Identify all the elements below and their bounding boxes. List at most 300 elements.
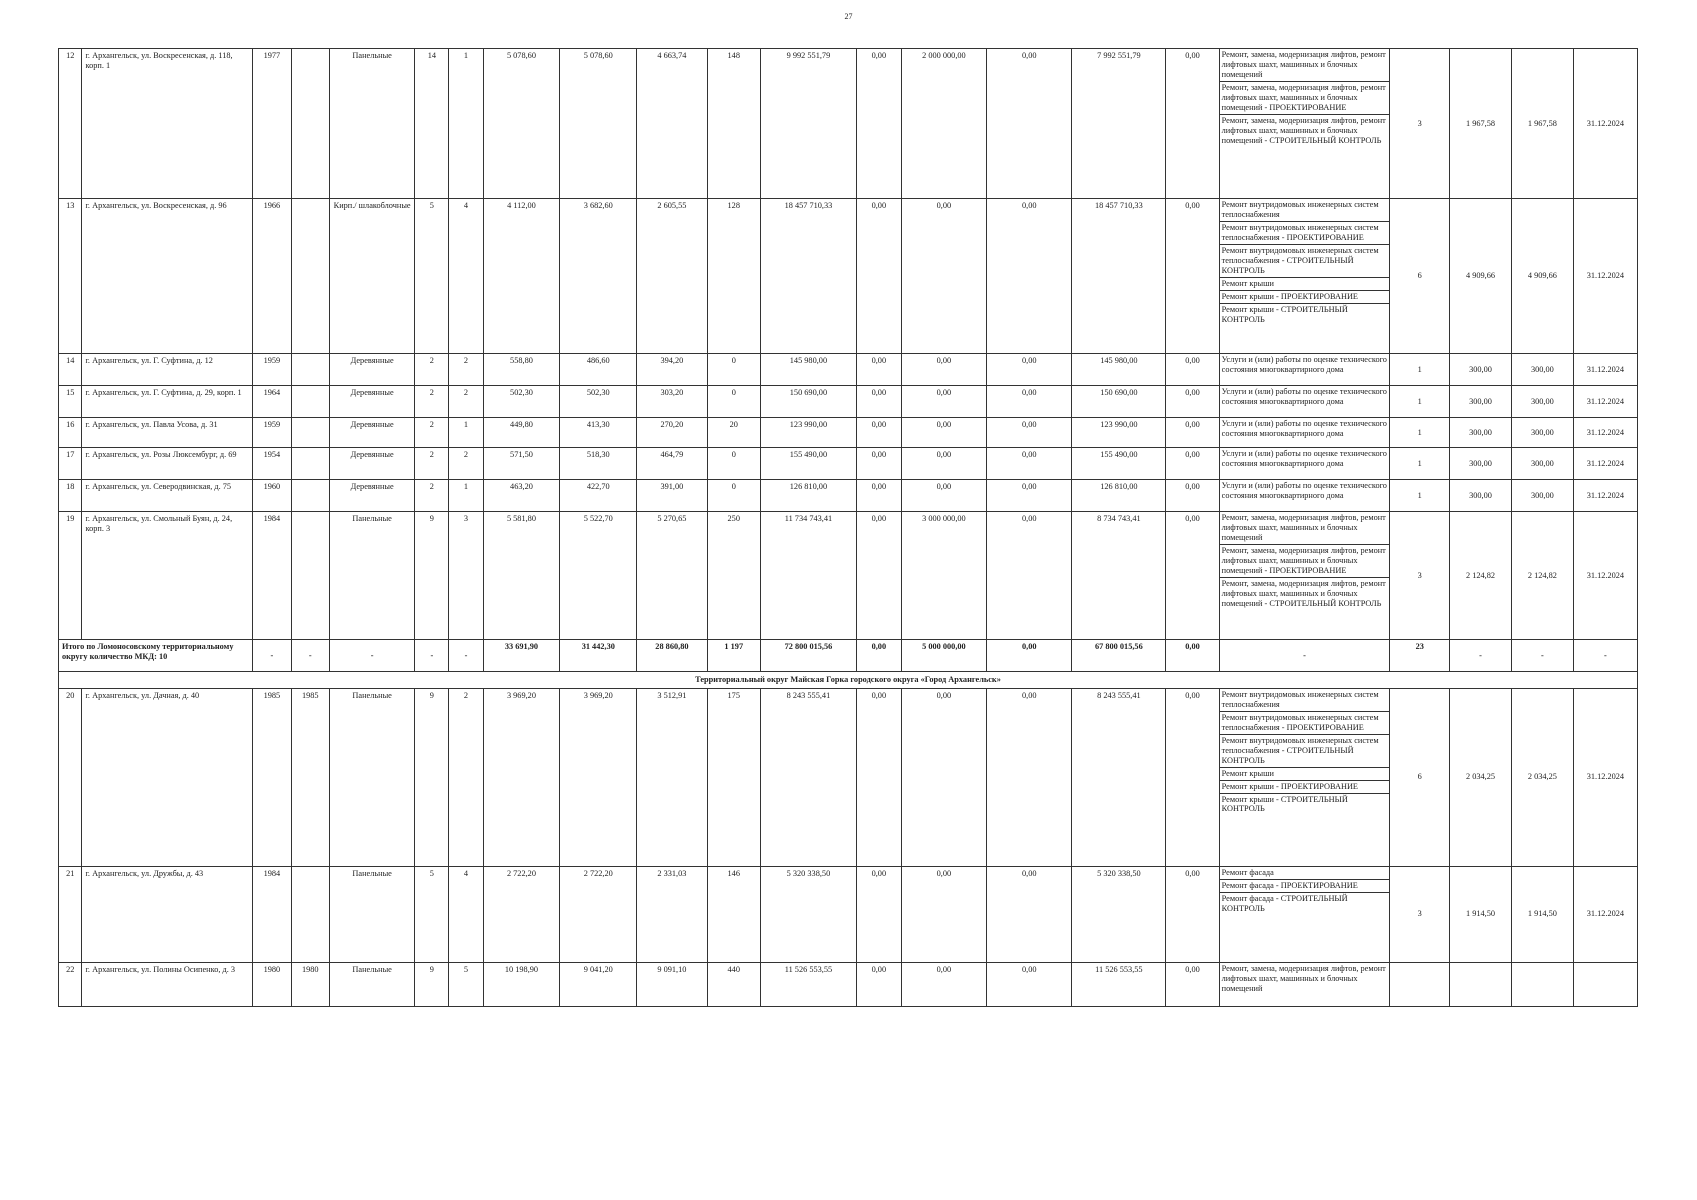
max-unit-cost-cell: 1 914,50 [1511, 866, 1573, 962]
residential-area-cell: 2 331,03 [637, 866, 707, 962]
unit-cost-cell: 300,00 [1450, 448, 1512, 480]
work-item: Ремонт фасада - ПРОЕКТИРОВАНИЕ [1220, 880, 1390, 893]
total-cost-cell: 18 457 710,33 [760, 199, 856, 354]
year-commissioned-cell [291, 199, 329, 354]
completion-date-cell: 31.12.2024 [1573, 448, 1637, 480]
residential-area-cell: 303,20 [637, 386, 707, 418]
max-unit-cost-cell: 300,00 [1511, 480, 1573, 512]
work-count-cell: 1 [1390, 354, 1450, 386]
local-funds-cell: 0,00 [987, 354, 1072, 386]
completion-date-cell: 31.12.2024 [1573, 418, 1637, 448]
work-count-cell: 6 [1390, 688, 1450, 866]
work-item: Услуги и (или) работы по оценке технического состояния многоквартирного дома [1221, 419, 1387, 438]
repair-program-table [58, 48, 1638, 1007]
work-item: Ремонт, замена, модернизация лифтов, ремонт лифтовых шахт, машинных и блочных помещений [1221, 963, 1386, 993]
premises-area-cell: 9 041,20 [560, 962, 637, 1006]
residential-area-cell: 9 091,10 [637, 962, 707, 1006]
premises-area-cell: 413,30 [560, 418, 637, 448]
total-cost-cell: 11 526 553,55 [760, 962, 856, 1006]
premises-area-cell: 3 682,60 [560, 199, 637, 354]
work-count-cell: 3 [1390, 512, 1450, 640]
entrances-cell: 3 [449, 512, 483, 640]
year-built-cell: 1964 [253, 386, 291, 418]
local-funds-cell: 0,00 [987, 480, 1072, 512]
wall-material-cell: Панельные [329, 962, 414, 1006]
residents-cell: 20 [707, 418, 760, 448]
regional-funds-cell: 0,00 [901, 354, 986, 386]
total-other: 0,00 [1166, 640, 1219, 672]
owner-funds-cell: 11 526 553,55 [1072, 962, 1166, 1006]
entrances-cell: 2 [449, 354, 483, 386]
total-area-cell: 2 722,20 [483, 866, 560, 962]
year-built-cell: 1959 [253, 418, 291, 448]
local-funds-cell: 0,00 [987, 448, 1072, 480]
total-regional: 5 000 000,00 [901, 640, 986, 672]
residential-area-cell: 464,79 [637, 448, 707, 480]
federal-funds-cell: 0,00 [856, 49, 901, 199]
row-number: 14 [59, 354, 82, 386]
max-unit-cost-cell: 300,00 [1511, 386, 1573, 418]
wall-material-cell: Кирп./ шлакоблочные [329, 199, 414, 354]
work-item: Услуги и (или) работы по оценке технического состояния многоквартирного дома [1221, 481, 1387, 500]
premises-area-cell: 518,30 [560, 448, 637, 480]
federal-funds-cell: 0,00 [856, 199, 901, 354]
max-unit-cost-cell: 300,00 [1511, 354, 1573, 386]
year-commissioned-cell [291, 480, 329, 512]
regional-funds-cell: 0,00 [901, 448, 986, 480]
floors-cell: 2 [415, 480, 449, 512]
work-item: Ремонт, замена, модернизация лифтов, ремонт лифтовых шахт, машинных и блочных помещений - ПРОЕКТИРОВАНИЕ [1220, 82, 1390, 115]
works-list [1219, 354, 1390, 386]
entrances-cell: 5 [449, 962, 483, 1006]
total-area-cell: 463,20 [483, 480, 560, 512]
year-built-cell: 1984 [253, 512, 291, 640]
max-unit-cost-cell: 1 967,58 [1511, 49, 1573, 199]
year-built-cell: 1966 [253, 199, 291, 354]
year-built-cell: 1984 [253, 866, 291, 962]
work-item: Ремонт крыши - СТРОИТЕЛЬНЫЙ КОНТРОЛЬ [1221, 304, 1348, 324]
total-area-cell: 5 581,80 [483, 512, 560, 640]
work-item: Ремонт внутридомовых инженерных систем теплоснабжения - ПРОЕКТИРОВАНИЕ [1220, 712, 1390, 735]
work-item: Ремонт, замена, модернизация лифтов, ремонт лифтовых шахт, машинных и блочных помещений - СТРОИТЕЛЬНЫЙ КОНТРОЛЬ [1221, 578, 1386, 608]
residential-area-cell: 394,20 [637, 354, 707, 386]
unit-cost-cell: 300,00 [1450, 480, 1512, 512]
wall-material-cell: Деревянные [329, 418, 414, 448]
total-cost-cell: 11 734 743,41 [760, 512, 856, 640]
work-count-cell [1390, 962, 1450, 1006]
row-number: 19 [59, 512, 82, 640]
total-residents: 1 197 [707, 640, 760, 672]
local-funds-cell: 0,00 [987, 386, 1072, 418]
work-item: Ремонт фасада - СТРОИТЕЛЬНЫЙ КОНТРОЛЬ [1221, 893, 1348, 913]
residents-cell: 146 [707, 866, 760, 962]
work-item: Ремонт, замена, модернизация лифтов, ремонт лифтовых шахт, машинных и блочных помещений [1220, 49, 1390, 82]
total-dash: - [253, 640, 291, 672]
residential-area-cell: 2 605,55 [637, 199, 707, 354]
premises-area-cell: 3 969,20 [560, 688, 637, 866]
other-funds-cell: 0,00 [1166, 962, 1219, 1006]
work-item: Ремонт внутридомовых инженерных систем теплоснабжения [1220, 199, 1390, 222]
total-cost-cell: 5 320 338,50 [760, 866, 856, 962]
federal-funds-cell: 0,00 [856, 448, 901, 480]
year-commissioned-cell: 1985 [291, 688, 329, 866]
residents-cell: 0 [707, 386, 760, 418]
max-unit-cost-cell: 300,00 [1511, 418, 1573, 448]
federal-funds-cell: 0,00 [856, 962, 901, 1006]
unit-cost-cell: 300,00 [1450, 354, 1512, 386]
table-row [59, 418, 1638, 448]
entrances-cell: 2 [449, 688, 483, 866]
work-count-cell: 1 [1390, 480, 1450, 512]
premises-area-cell: 422,70 [560, 480, 637, 512]
federal-funds-cell: 0,00 [856, 354, 901, 386]
residents-cell: 0 [707, 448, 760, 480]
wall-material-cell: Деревянные [329, 480, 414, 512]
premises-area-cell: 486,60 [560, 354, 637, 386]
address-cell: г. Архангельск, ул. Дружбы, д. 43 [82, 866, 253, 962]
regional-funds-cell: 2 000 000,00 [901, 49, 986, 199]
total-residential-area: 28 860,80 [637, 640, 707, 672]
address-cell: г. Архангельск, ул. Воскресенская, д. 96 [82, 199, 253, 354]
total-dash: - [291, 640, 329, 672]
other-funds-cell: 0,00 [1166, 49, 1219, 199]
year-commissioned-cell [291, 866, 329, 962]
year-commissioned-cell [291, 418, 329, 448]
work-item: Ремонт фасада [1220, 867, 1390, 880]
other-funds-cell: 0,00 [1166, 199, 1219, 354]
district-title: Территориальный округ Майская Горка городского округа «Город Архангельск» [59, 672, 1638, 689]
premises-area-cell: 502,30 [560, 386, 637, 418]
other-funds-cell: 0,00 [1166, 354, 1219, 386]
work-item: Ремонт, замена, модернизация лифтов, ремонт лифтовых шахт, машинных и блочных помещений [1220, 512, 1390, 545]
owner-funds-cell: 123 990,00 [1072, 418, 1166, 448]
table-row [59, 480, 1638, 512]
year-commissioned-cell [291, 448, 329, 480]
work-item: Ремонт крыши [1220, 768, 1390, 781]
total-area-cell: 3 969,20 [483, 688, 560, 866]
table-row [59, 512, 1638, 640]
floors-cell: 9 [415, 962, 449, 1006]
local-funds-cell: 0,00 [987, 418, 1072, 448]
other-funds-cell: 0,00 [1166, 480, 1219, 512]
federal-funds-cell: 0,00 [856, 866, 901, 962]
premises-area-cell: 5 078,60 [560, 49, 637, 199]
work-count-cell: 1 [1390, 418, 1450, 448]
table-row [59, 688, 1638, 866]
total-owner: 67 800 015,56 [1072, 640, 1166, 672]
work-item: Ремонт крыши [1220, 278, 1390, 291]
works-list [1219, 199, 1390, 354]
residents-cell: 440 [707, 962, 760, 1006]
other-funds-cell: 0,00 [1166, 386, 1219, 418]
floors-cell: 14 [415, 49, 449, 199]
total-area-cell: 502,30 [483, 386, 560, 418]
residential-area-cell: 270,20 [637, 418, 707, 448]
wall-material-cell: Панельные [329, 688, 414, 866]
completion-date-cell: 31.12.2024 [1573, 49, 1637, 199]
owner-funds-cell: 8 243 555,41 [1072, 688, 1166, 866]
entrances-cell: 4 [449, 866, 483, 962]
residents-cell: 175 [707, 688, 760, 866]
local-funds-cell: 0,00 [987, 866, 1072, 962]
total-area-cell: 10 198,90 [483, 962, 560, 1006]
address-cell: г. Архангельск, ул. Воскресенская, д. 118, корп. 1 [82, 49, 253, 199]
total-cost-cell: 126 810,00 [760, 480, 856, 512]
work-count-cell: 3 [1390, 866, 1450, 962]
year-built-cell: 1954 [253, 448, 291, 480]
total-cost-cell: 123 990,00 [760, 418, 856, 448]
unit-cost-cell: 2 034,25 [1450, 688, 1512, 866]
table-row [59, 49, 1638, 199]
regional-funds-cell: 0,00 [901, 688, 986, 866]
federal-funds-cell: 0,00 [856, 512, 901, 640]
row-number: 15 [59, 386, 82, 418]
wall-material-cell: Панельные [329, 49, 414, 199]
year-built-cell: 1959 [253, 354, 291, 386]
works-list [1219, 418, 1390, 448]
entrances-cell: 2 [449, 448, 483, 480]
total-work-count: 23 [1390, 640, 1450, 672]
table-row [59, 962, 1638, 1006]
table-row [59, 386, 1638, 418]
total-area: 33 691,90 [483, 640, 560, 672]
work-item: Ремонт внутридомовых инженерных систем теплоснабжения - СТРОИТЕЛЬНЫЙ КОНТРОЛЬ [1220, 735, 1390, 768]
residential-area-cell: 5 270,65 [637, 512, 707, 640]
year-commissioned-cell [291, 386, 329, 418]
total-row [59, 640, 1638, 672]
row-number: 17 [59, 448, 82, 480]
address-cell: г. Архангельск, ул. Г. Суфтина, д. 12 [82, 354, 253, 386]
address-cell: г. Архангельск, ул. Дачная, д. 40 [82, 688, 253, 866]
wall-material-cell: Деревянные [329, 448, 414, 480]
regional-funds-cell: 0,00 [901, 866, 986, 962]
floors-cell: 5 [415, 866, 449, 962]
total-cost: 72 800 015,56 [760, 640, 856, 672]
row-number: 18 [59, 480, 82, 512]
address-cell: г. Архангельск, ул. Павла Усова, д. 31 [82, 418, 253, 448]
total-dash: - [1450, 640, 1512, 672]
table-row [59, 354, 1638, 386]
address-cell: г. Архангельск, ул. Г. Суфтина, д. 29, корп. 1 [82, 386, 253, 418]
row-number: 12 [59, 49, 82, 199]
works-list [1219, 512, 1390, 640]
residents-cell: 0 [707, 354, 760, 386]
residential-area-cell: 391,00 [637, 480, 707, 512]
row-number: 21 [59, 866, 82, 962]
other-funds-cell: 0,00 [1166, 512, 1219, 640]
floors-cell: 2 [415, 354, 449, 386]
year-commissioned-cell [291, 49, 329, 199]
floors-cell: 2 [415, 386, 449, 418]
year-built-cell: 1980 [253, 962, 291, 1006]
total-dash: - [1573, 640, 1637, 672]
table-row [59, 448, 1638, 480]
premises-area-cell: 2 722,20 [560, 866, 637, 962]
total-area-cell: 571,50 [483, 448, 560, 480]
completion-date-cell: 31.12.2024 [1573, 386, 1637, 418]
works-list [1219, 866, 1390, 962]
unit-cost-cell: 1 967,58 [1450, 49, 1512, 199]
completion-date-cell: 31.12.2024 [1573, 866, 1637, 962]
completion-date-cell: 31.12.2024 [1573, 512, 1637, 640]
address-cell: г. Архангельск, ул. Полины Осипенко, д. 3 [82, 962, 253, 1006]
wall-material-cell: Панельные [329, 866, 414, 962]
year-built-cell: 1960 [253, 480, 291, 512]
completion-date-cell: 31.12.2024 [1573, 688, 1637, 866]
total-cost-cell: 8 243 555,41 [760, 688, 856, 866]
completion-date-cell: 31.12.2024 [1573, 199, 1637, 354]
entrances-cell: 1 [449, 418, 483, 448]
wall-material-cell: Деревянные [329, 354, 414, 386]
residents-cell: 148 [707, 49, 760, 199]
local-funds-cell: 0,00 [987, 962, 1072, 1006]
total-cost-cell: 145 980,00 [760, 354, 856, 386]
work-item: Ремонт, замена, модернизация лифтов, ремонт лифтовых шахт, машинных и блочных помещений - ПРОЕКТИРОВАНИЕ [1220, 545, 1390, 578]
year-commissioned-cell: 1980 [291, 962, 329, 1006]
total-label: Итого по Ломоносовскому территориальному округу количество МКД: 10 [59, 640, 253, 672]
page-number: 27 [844, 12, 853, 21]
completion-date-cell: 31.12.2024 [1573, 354, 1637, 386]
unit-cost-cell: 2 124,82 [1450, 512, 1512, 640]
residential-area-cell: 3 512,91 [637, 688, 707, 866]
year-commissioned-cell [291, 512, 329, 640]
other-funds-cell: 0,00 [1166, 448, 1219, 480]
owner-funds-cell: 5 320 338,50 [1072, 866, 1166, 962]
owner-funds-cell: 8 734 743,41 [1072, 512, 1166, 640]
unit-cost-cell [1450, 962, 1512, 1006]
work-item: Ремонт внутридомовых инженерных систем теплоснабжения - СТРОИТЕЛЬНЫЙ КОНТРОЛЬ [1220, 245, 1390, 278]
work-count-cell: 1 [1390, 386, 1450, 418]
row-number: 13 [59, 199, 82, 354]
residents-cell: 250 [707, 512, 760, 640]
entrances-cell: 1 [449, 480, 483, 512]
works-list [1219, 480, 1390, 512]
works-list [1219, 448, 1390, 480]
total-local: 0,00 [987, 640, 1072, 672]
work-count-cell: 6 [1390, 199, 1450, 354]
regional-funds-cell: 3 000 000,00 [901, 512, 986, 640]
max-unit-cost-cell: 4 909,66 [1511, 199, 1573, 354]
row-number: 20 [59, 688, 82, 866]
entrances-cell: 1 [449, 49, 483, 199]
table-row [59, 199, 1638, 354]
local-funds-cell: 0,00 [987, 199, 1072, 354]
floors-cell: 9 [415, 688, 449, 866]
unit-cost-cell: 4 909,66 [1450, 199, 1512, 354]
local-funds-cell: 0,00 [987, 688, 1072, 866]
total-federal: 0,00 [856, 640, 901, 672]
other-funds-cell: 0,00 [1166, 866, 1219, 962]
entrances-cell: 4 [449, 199, 483, 354]
works-list [1219, 962, 1390, 1006]
year-built-cell: 1977 [253, 49, 291, 199]
other-funds-cell: 0,00 [1166, 688, 1219, 866]
entrances-cell: 2 [449, 386, 483, 418]
works-list [1219, 688, 1390, 866]
federal-funds-cell: 0,00 [856, 418, 901, 448]
year-built-cell: 1985 [253, 688, 291, 866]
completion-date-cell [1573, 962, 1637, 1006]
total-cost-cell: 150 690,00 [760, 386, 856, 418]
wall-material-cell: Деревянные [329, 386, 414, 418]
floors-cell: 5 [415, 199, 449, 354]
premises-area-cell: 5 522,70 [560, 512, 637, 640]
total-premises-area: 31 442,30 [560, 640, 637, 672]
federal-funds-cell: 0,00 [856, 386, 901, 418]
district-header-row [59, 672, 1638, 689]
year-commissioned-cell [291, 354, 329, 386]
work-item: Ремонт внутридомовых инженерных систем теплоснабжения - ПРОЕКТИРОВАНИЕ [1220, 222, 1390, 245]
max-unit-cost-cell: 300,00 [1511, 448, 1573, 480]
regional-funds-cell: 0,00 [901, 199, 986, 354]
work-item: Услуги и (или) работы по оценке технического состояния многоквартирного дома [1221, 355, 1387, 374]
unit-cost-cell: 1 914,50 [1450, 866, 1512, 962]
regional-funds-cell: 0,00 [901, 480, 986, 512]
row-number: 16 [59, 418, 82, 448]
unit-cost-cell: 300,00 [1450, 418, 1512, 448]
work-item: Услуги и (или) работы по оценке технического состояния многоквартирного дома [1221, 449, 1387, 468]
other-funds-cell: 0,00 [1166, 418, 1219, 448]
work-item: Ремонт крыши - ПРОЕКТИРОВАНИЕ [1220, 291, 1390, 304]
work-item: Услуги и (или) работы по оценке технического состояния многоквартирного дома [1221, 387, 1387, 406]
row-number: 22 [59, 962, 82, 1006]
total-cost-cell: 155 490,00 [760, 448, 856, 480]
total-dash: - [415, 640, 449, 672]
total-dash: - [329, 640, 414, 672]
address-cell: г. Архангельск, ул. Смольный Буян, д. 24, корп. 3 [82, 512, 253, 640]
table-row [59, 866, 1638, 962]
owner-funds-cell: 155 490,00 [1072, 448, 1166, 480]
total-dash: - [1219, 640, 1390, 672]
address-cell: г. Архангельск, ул. Розы Люксембург, д. 69 [82, 448, 253, 480]
federal-funds-cell: 0,00 [856, 688, 901, 866]
completion-date-cell: 31.12.2024 [1573, 480, 1637, 512]
residential-area-cell: 4 663,74 [637, 49, 707, 199]
residents-cell: 0 [707, 480, 760, 512]
address-cell: г. Архангельск, ул. Северодвинская, д. 75 [82, 480, 253, 512]
total-cost-cell: 9 992 551,79 [760, 49, 856, 199]
total-area-cell: 449,80 [483, 418, 560, 448]
total-area-cell: 5 078,60 [483, 49, 560, 199]
floors-cell: 2 [415, 418, 449, 448]
works-list [1219, 386, 1390, 418]
work-count-cell: 1 [1390, 448, 1450, 480]
unit-cost-cell: 300,00 [1450, 386, 1512, 418]
total-dash: - [1511, 640, 1573, 672]
floors-cell: 2 [415, 448, 449, 480]
work-item: Ремонт, замена, модернизация лифтов, ремонт лифтовых шахт, машинных и блочных помещений - СТРОИТЕЛЬНЫЙ КОНТРОЛЬ [1221, 115, 1386, 145]
regional-funds-cell: 0,00 [901, 962, 986, 1006]
owner-funds-cell: 18 457 710,33 [1072, 199, 1166, 354]
work-item: Ремонт крыши - СТРОИТЕЛЬНЫЙ КОНТРОЛЬ [1221, 794, 1348, 814]
owner-funds-cell: 126 810,00 [1072, 480, 1166, 512]
federal-funds-cell: 0,00 [856, 480, 901, 512]
local-funds-cell: 0,00 [987, 512, 1072, 640]
owner-funds-cell: 145 980,00 [1072, 354, 1166, 386]
total-area-cell: 4 112,00 [483, 199, 560, 354]
owner-funds-cell: 7 992 551,79 [1072, 49, 1166, 199]
residents-cell: 128 [707, 199, 760, 354]
total-area-cell: 558,80 [483, 354, 560, 386]
floors-cell: 9 [415, 512, 449, 640]
total-dash: - [449, 640, 483, 672]
owner-funds-cell: 150 690,00 [1072, 386, 1166, 418]
max-unit-cost-cell [1511, 962, 1573, 1006]
work-item: Ремонт внутридомовых инженерных систем теплоснабжения [1220, 689, 1390, 712]
max-unit-cost-cell: 2 124,82 [1511, 512, 1573, 640]
wall-material-cell: Панельные [329, 512, 414, 640]
regional-funds-cell: 0,00 [901, 418, 986, 448]
